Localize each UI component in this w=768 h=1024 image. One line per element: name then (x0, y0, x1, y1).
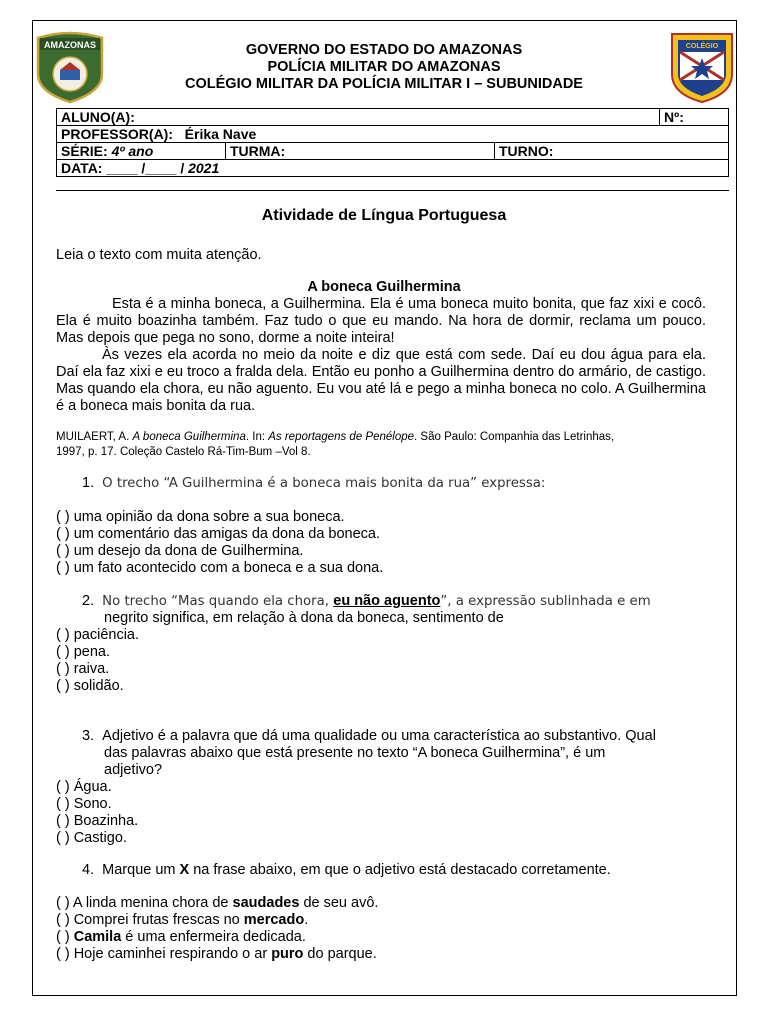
header-line-1: GOVERNO DO ESTADO DO AMAZONAS (245, 42, 523, 58)
q1-option[interactable]: ( ) um desejo da dona de Guilhermina. (56, 543, 304, 559)
svg-text:COLÉGIO: COLÉGIO (685, 43, 719, 50)
question-3: 3. Adjetivo é a palavra que dá uma qualidade ou uma característica ao substantivo. Qual (82, 728, 656, 744)
header-line-3: COLÉGIO MILITAR DA POLÍCIA MILITAR I – SUBUNIDADE (185, 76, 583, 92)
divider (56, 190, 729, 191)
q4-option[interactable]: ( ) Hoje caminhei respirando o ar puro do parque. (56, 946, 377, 962)
question-2-line-2: negrito significa, em relação à dona da boneca, sentimento de (104, 610, 504, 626)
student-name-field[interactable]: ALUNO(A): (57, 109, 660, 126)
q2-option[interactable]: ( ) solidão. (56, 678, 124, 694)
q2-option[interactable]: ( ) pena. (56, 644, 110, 660)
q1-option[interactable]: ( ) um comentário das amigas da dona da boneca. (56, 526, 381, 542)
date-field[interactable]: DATA: ____ /____ / 2021 (57, 160, 729, 177)
svg-text:AMAZONAS: AMAZONAS (44, 40, 96, 50)
q3-option[interactable]: ( ) Água. (56, 779, 112, 795)
class-field[interactable]: TURMA: (226, 143, 495, 160)
question-2: 2. No trecho “Mas quando ela chora, eu não aguento”, a expressão sublinhada e em (82, 593, 651, 609)
shift-field[interactable]: TURNO: (495, 143, 729, 160)
student-info-table (56, 108, 729, 177)
q2-option[interactable]: ( ) paciência. (56, 627, 140, 643)
story-paragraph-1: Esta é a minha boneca, a Guilhermina. Ela é uma boneca muito bonita, que faz xixi e cocô. Ela é muito boazinha também. Faz tudo o que eu mando. Na hora de dormir, reclama um pouco. Mas depois que pega no sono, dorme a noite inteira! (56, 296, 706, 346)
instruction: Leia o texto com muita atenção. (56, 247, 262, 263)
q3-option[interactable]: ( ) Boazinha. (56, 813, 139, 829)
activity-title: Atividade de Língua Portuguesa (261, 207, 507, 224)
story-paragraph-2: Às vezes ela acorda no meio da noite e diz que está com sede. Daí eu dou água para ela. Daí ela faz xixi e eu troco a fralda dela. Então eu ponho a Guilhermina dentro do armário, de castigo. Mas quando ela chora, eu não aguento. Eu vou até lá e pego a minha boneca no colo. A Guilhermina é a boneca mais bonita da rua. (56, 347, 706, 414)
q1-option[interactable]: ( ) uma opinião da dona sobre a sua boneca. (56, 509, 345, 525)
grade-field: SÉRIE: 4º ano (57, 143, 226, 160)
q4-option[interactable]: ( ) Camila é uma enfermeira dedicada. (56, 929, 306, 945)
q3-option[interactable]: ( ) Castigo. (56, 830, 127, 846)
header-line-2: POLÍCIA MILITAR DO AMAZONAS (267, 59, 501, 75)
underlined-expression: eu não aguento (333, 593, 441, 609)
q1-option[interactable]: ( ) um fato acontecido com a boneca e a sua dona. (56, 560, 384, 576)
question-3-line-2: das palavras abaixo que está presente no texto “A boneca Guilhermina”, é um (104, 745, 606, 761)
story-title: A boneca Guilhermina (307, 279, 461, 295)
question-1: 1. O trecho “A Guilhermina é a boneca mais bonita da rua” expressa: (82, 475, 546, 491)
reference: MUILAERT, A. A boneca Guilhermina. In: As reportagens de Penélope. São Paulo: Companhia das Letrinhas, 1997, p. 17. Coleção Castelo Rá-Tim-Bum –Vol 8. (56, 431, 615, 458)
q4-option[interactable]: ( ) A linda menina chora de saudades de seu avô. (56, 895, 379, 911)
question-3-line-3: adjetivo? (104, 762, 163, 778)
student-number-field[interactable]: Nº: (660, 109, 729, 126)
teacher-field: PROFESSOR(A): Érika Nave (57, 126, 729, 143)
q4-option[interactable]: ( ) Comprei frutas frescas no mercado. (56, 912, 309, 928)
q2-option[interactable]: ( ) raiva. (56, 661, 110, 677)
q3-option[interactable]: ( ) Sono. (56, 796, 112, 812)
question-4: 4. Marque um X na frase abaixo, em que o adjetivo está destacado corretamente. (82, 862, 611, 878)
